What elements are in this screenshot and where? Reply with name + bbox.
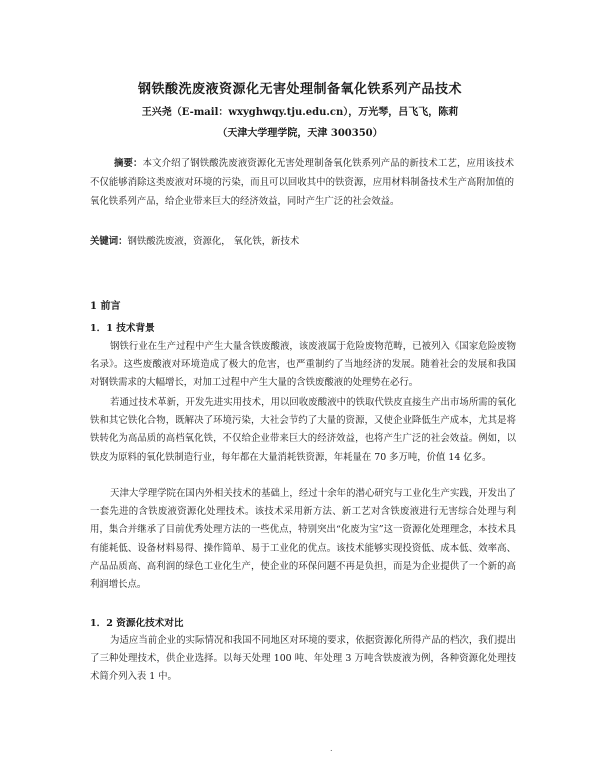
page-mark: . [330, 744, 333, 753]
author-line: 王兴尧（E-mail：wxyghwqy.tju.edu.cn），万光琴，吕飞飞，陈莉 [141, 107, 459, 118]
paragraph: 若通过技术革新，开发先进实用技术，用以回收废酸液中的铁取代铁皮直接生产出市场所需的氧化铁和其它铁化合物，既解决了环境污染，大社会节约了大量的资源，又使企业降低生产成本，尤其是将铁转化为高品质的高档氧化铁，不仅给企业带来巨大的经济效益，也将产生广泛的社会效益。例如，以铁皮为原料的氧化铁制造行业，每年都在大量消耗铁资源，年耗量在 70 多万吨，价值 14 亿多。 [90, 397, 516, 463]
subsection-heading-background: 1．1 技术背景 [90, 323, 155, 334]
paper-title: 钢铁酸洗废液资源化无害处理制备氧化铁系列产品技术 [137, 82, 462, 97]
paragraph: 为适应当前企业的实际情况和我国不同地区对环境的要求，依据资源化所得产品的档次，我们提出了三种处理技术，供企业选择。以每天处理 100 吨、年处理 3 万吨含铁废液为例，各种资源化处理技术简介列入表 1 中。 [90, 635, 516, 683]
subsection-heading-comparison: 1．2 资源化技术对比 [90, 618, 184, 629]
keywords-text: 钢铁酸洗废液，资源化， 氧化铁，新技术 [127, 236, 300, 247]
abstract-text: 本文介绍了钢铁酸洗废液资源化无害处理制备氧化铁系列产品的新技术工艺，应用该技术不仅能够消除这类废液对环境的污染，而且可以回收其中的铁资源，应用材料制备技术生产高附加值的氧化铁系列产品，给企业带来巨大的经济效益，同时产生广泛的社会效益。 [90, 158, 514, 207]
paragraph: 天津大学理学院在国内外相关技术的基础上，经过十余年的潜心研究与工业化生产实践，开发出了一套先进的含铁废液资源化处理技术。该技术采用新方法、新工艺对含铁废液进行无害综合处理与利用，集合并继承了目前优秀处理方法的一些优点，特别突出“化废为宝”这一资源化处理理念，本技术具有能耗低、设备材料易得、操作简单、易于工业化的优点。该技术能够实现投资低、成本低、效率高、产品品质高、高利润的绿色工业化生产，使企业的环保问题不再是负担，而是为企业提供了一个新的高利润增长点。 [90, 488, 516, 591]
affiliation: （天津大学理学院，天津 300350） [217, 128, 383, 139]
keywords [90, 234, 514, 250]
keywords-label: 关键词： [90, 236, 128, 247]
abstract [90, 154, 514, 211]
abstract-label: 摘要： [114, 158, 143, 169]
paragraph: 钢铁行业在生产过程中产生大量含铁废酸液，该废液属于危险废物范畴，已被列入《国家危险废物名录》。这些废酸液对环境造成了极大的危害，也严重制约了当地经济的发展。随着社会的发展和我国对钢铁需求的大幅增长，对加工过程中产生大量的含铁废酸液的处理势在必行。 [90, 341, 516, 389]
section-heading-introduction: 1 前言 [90, 301, 121, 312]
